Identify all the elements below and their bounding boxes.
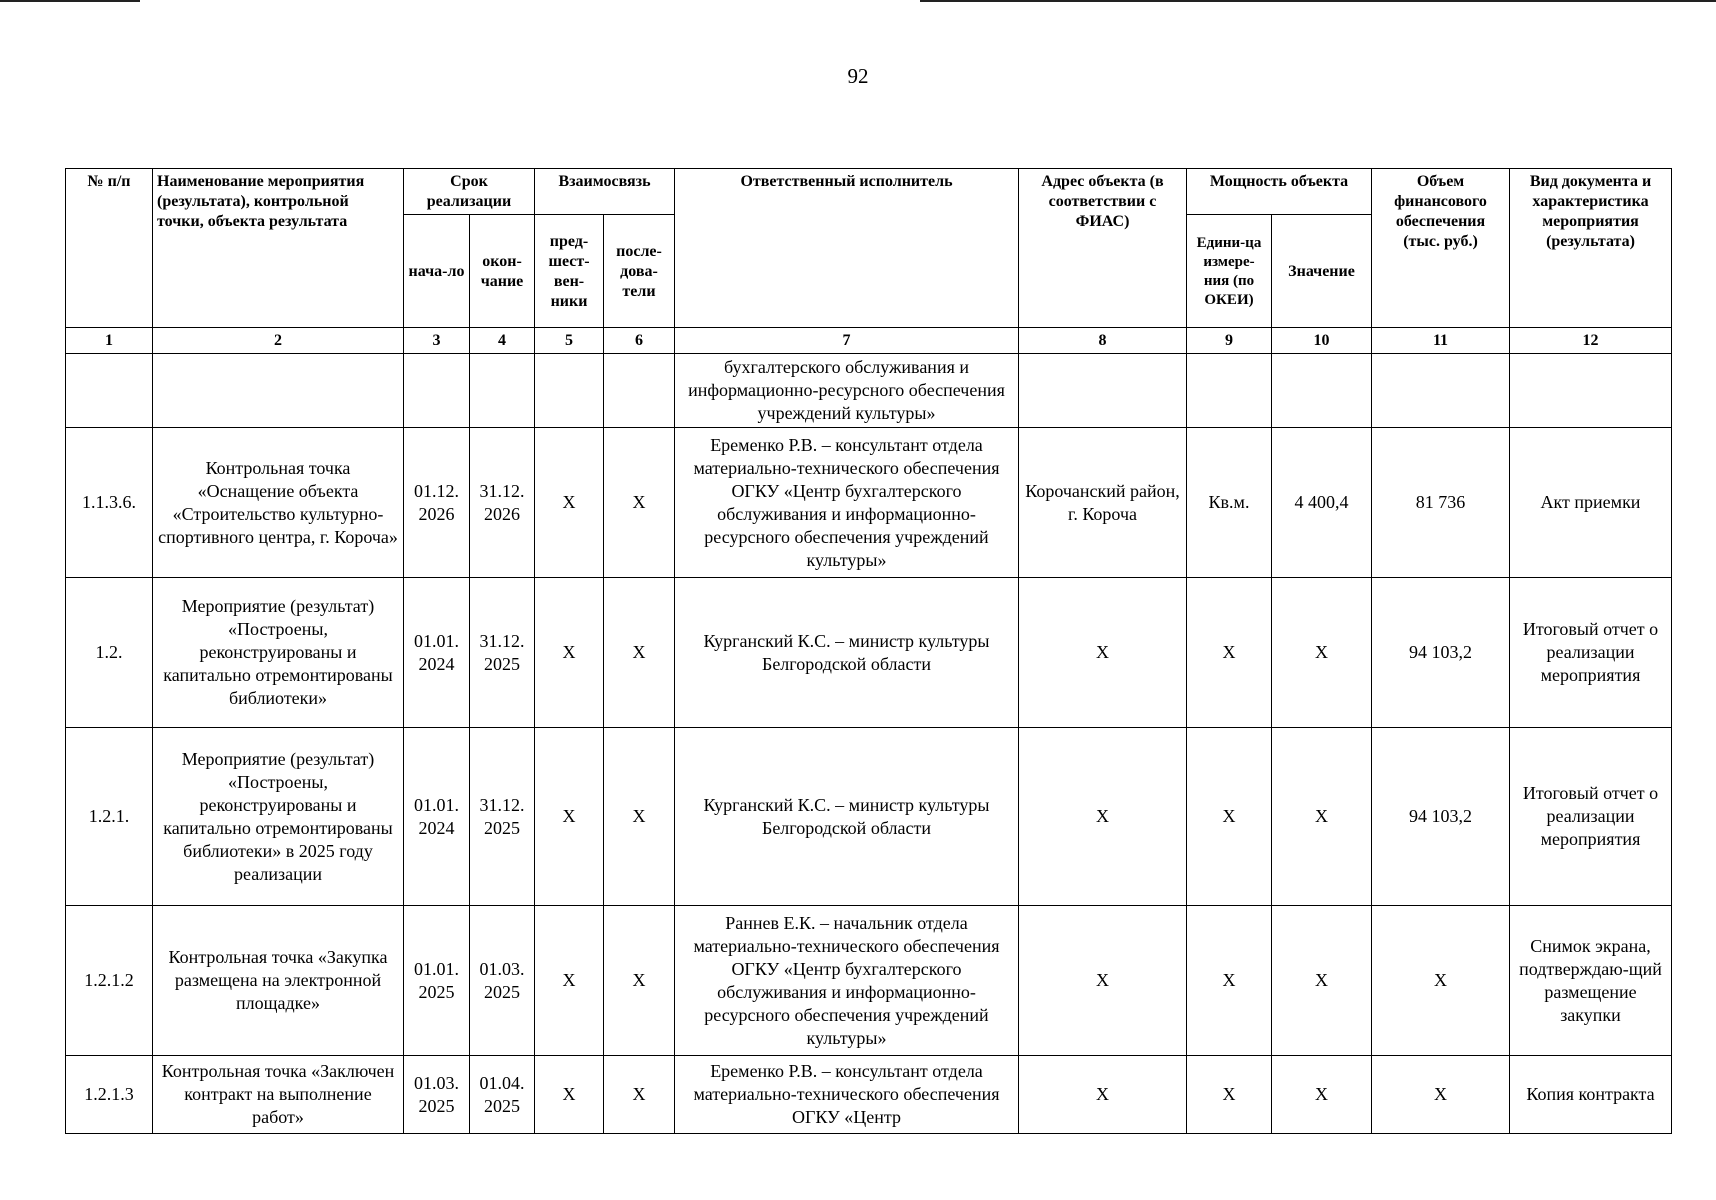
cell-post: X [604, 1056, 675, 1134]
col-number: 11 [1372, 328, 1510, 354]
cell-finance: 94 103,2 [1372, 728, 1510, 906]
scan-edge-top-left [0, 0, 140, 2]
header-end: окон-чание [470, 215, 535, 328]
cell-unit: X [1187, 906, 1272, 1056]
cell-name [153, 354, 404, 428]
header-address: Адрес объекта (в соответствии с ФИАС) [1019, 169, 1187, 328]
header-power: Мощность объекта [1187, 169, 1372, 215]
table-row [66, 906, 1672, 1056]
header-period: Срок реализации [404, 169, 535, 215]
cell-address [1019, 354, 1187, 428]
col-number: 2 [153, 328, 404, 354]
cell-post: X [604, 906, 675, 1056]
cell-responsible: Курганский К.С. – министр культуры Белгородской области [675, 578, 1019, 728]
cell-responsible: Раннев Е.К. – начальник отдела материально-технического обеспечения ОГКУ «Центр бухгалтерского обслуживания и информационно-ресурсного обеспечения учреждений культуры» [675, 906, 1019, 1056]
header-value: Значение [1272, 215, 1372, 328]
cell-value: X [1272, 1056, 1372, 1134]
cell-name: Мероприятие (результат) «Построены, реконструированы и капитально отремонтированы библиотеки» в 2025 году реализации [153, 728, 404, 906]
cell-unit: X [1187, 1056, 1272, 1134]
cell-start: 01.12. 2026 [404, 428, 470, 578]
col-number: 3 [404, 328, 470, 354]
cell-unit: X [1187, 578, 1272, 728]
header-name: Наименование мероприятия (результата), контрольной точки, объекта результата [153, 169, 404, 328]
cell-unit: Кв.м. [1187, 428, 1272, 578]
table-row [66, 354, 1672, 428]
cell-doc: Снимок экрана, подтверждаю-щий размещение закупки [1510, 906, 1672, 1056]
cell-responsible: Еременко Р.В. – консультант отдела материально-технического обеспечения ОГКУ «Центр бухгалтерского обслуживания и информационно-ресурсного обеспечения учреждений культуры» [675, 428, 1019, 578]
table-row [66, 728, 1672, 906]
header-responsible: Ответственный исполнитель [675, 169, 1019, 328]
col-number: 10 [1272, 328, 1372, 354]
col-number: 8 [1019, 328, 1187, 354]
cell-doc: Копия контракта [1510, 1056, 1672, 1134]
cell-finance [1372, 354, 1510, 428]
col-number: 1 [66, 328, 153, 354]
cell-pred [535, 354, 604, 428]
header-predecessors: пред-шест-вен-ники [535, 215, 604, 328]
col-number: 7 [675, 328, 1019, 354]
cell-pred: X [535, 578, 604, 728]
cell-num: 1.1.3.6. [66, 428, 153, 578]
cell-end: 01.04. 2025 [470, 1056, 535, 1134]
cell-name: Контрольная точка «Закупка размещена на электронной площадке» [153, 906, 404, 1056]
cell-pred: X [535, 728, 604, 906]
cell-start: 01.03. 2025 [404, 1056, 470, 1134]
cell-unit: X [1187, 728, 1272, 906]
cell-start: 01.01. 2024 [404, 728, 470, 906]
cell-end: 01.03. 2025 [470, 906, 535, 1056]
col-number: 5 [535, 328, 604, 354]
cell-address: X [1019, 578, 1187, 728]
col-number: 4 [470, 328, 535, 354]
column-numbers-row [66, 328, 1672, 354]
cell-pred: X [535, 1056, 604, 1134]
cell-address: Корочанский район, г. Короча [1019, 428, 1187, 578]
cell-finance: X [1372, 906, 1510, 1056]
cell-value [1272, 354, 1372, 428]
cell-end: 31.12. 2025 [470, 578, 535, 728]
cell-start: 01.01. 2024 [404, 578, 470, 728]
cell-num: 1.2. [66, 578, 153, 728]
cell-post: X [604, 578, 675, 728]
cell-end [470, 354, 535, 428]
table-row [66, 428, 1672, 578]
cell-post: X [604, 428, 675, 578]
header-row-1 [66, 169, 1672, 215]
scan-edge-top-right [920, 0, 1716, 2]
header-num: № п/п [66, 169, 153, 328]
cell-value: X [1272, 728, 1372, 906]
cell-value: X [1272, 906, 1372, 1056]
header-successors: после-дова-тели [604, 215, 675, 328]
cell-end: 31.12. 2025 [470, 728, 535, 906]
cell-doc: Итоговый отчет о реализации мероприятия [1510, 578, 1672, 728]
cell-address: X [1019, 906, 1187, 1056]
table-row [66, 1056, 1672, 1134]
cell-post [604, 354, 675, 428]
cell-num: 1.2.1.2 [66, 906, 153, 1056]
header-doc: Вид документа и характеристика мероприятия (результата) [1510, 169, 1672, 328]
cell-name: Контрольная точка «Оснащение объекта «Строительство культурно-спортивного центра, г. Короча» [153, 428, 404, 578]
cell-pred: X [535, 906, 604, 1056]
cell-address: X [1019, 728, 1187, 906]
header-unit: Едини-ца измере-ния (по ОКЕИ) [1187, 215, 1272, 328]
cell-unit [1187, 354, 1272, 428]
cell-doc [1510, 354, 1672, 428]
cell-start [404, 354, 470, 428]
cell-finance: X [1372, 1056, 1510, 1134]
cell-responsible: бухгалтерского обслуживания и информационно-ресурсного обеспечения учреждений культуры» [675, 354, 1019, 428]
cell-finance: 81 736 [1372, 428, 1510, 578]
cell-num: 1.2.1.3 [66, 1056, 153, 1134]
cell-responsible: Курганский К.С. – министр культуры Белгородской области [675, 728, 1019, 906]
cell-value: X [1272, 578, 1372, 728]
cell-name: Мероприятие (результат) «Построены, реконструированы и капитально отремонтированы библиотеки» [153, 578, 404, 728]
cell-pred: X [535, 428, 604, 578]
cell-name: Контрольная точка «Заключен контракт на выполнение работ» [153, 1056, 404, 1134]
col-number: 9 [1187, 328, 1272, 354]
cell-num [66, 354, 153, 428]
plan-table [65, 168, 1672, 1134]
cell-post: X [604, 728, 675, 906]
col-number: 12 [1510, 328, 1672, 354]
cell-doc: Итоговый отчет о реализации мероприятия [1510, 728, 1672, 906]
cell-responsible: Еременко Р.В. – консультант отдела материально-технического обеспечения ОГКУ «Центр [675, 1056, 1019, 1134]
table-row [66, 578, 1672, 728]
cell-start: 01.01. 2025 [404, 906, 470, 1056]
page-number: 92 [847, 64, 869, 88]
cell-doc: Акт приемки [1510, 428, 1672, 578]
cell-end: 31.12. 2026 [470, 428, 535, 578]
cell-finance: 94 103,2 [1372, 578, 1510, 728]
cell-num: 1.2.1. [66, 728, 153, 906]
cell-value: 4 400,4 [1272, 428, 1372, 578]
header-finance: Объем финансового обеспечения (тыс. руб.) [1372, 169, 1510, 328]
header-link: Взаимосвязь [535, 169, 675, 215]
header-start: нача-ло [404, 215, 470, 328]
col-number: 6 [604, 328, 675, 354]
cell-address: X [1019, 1056, 1187, 1134]
